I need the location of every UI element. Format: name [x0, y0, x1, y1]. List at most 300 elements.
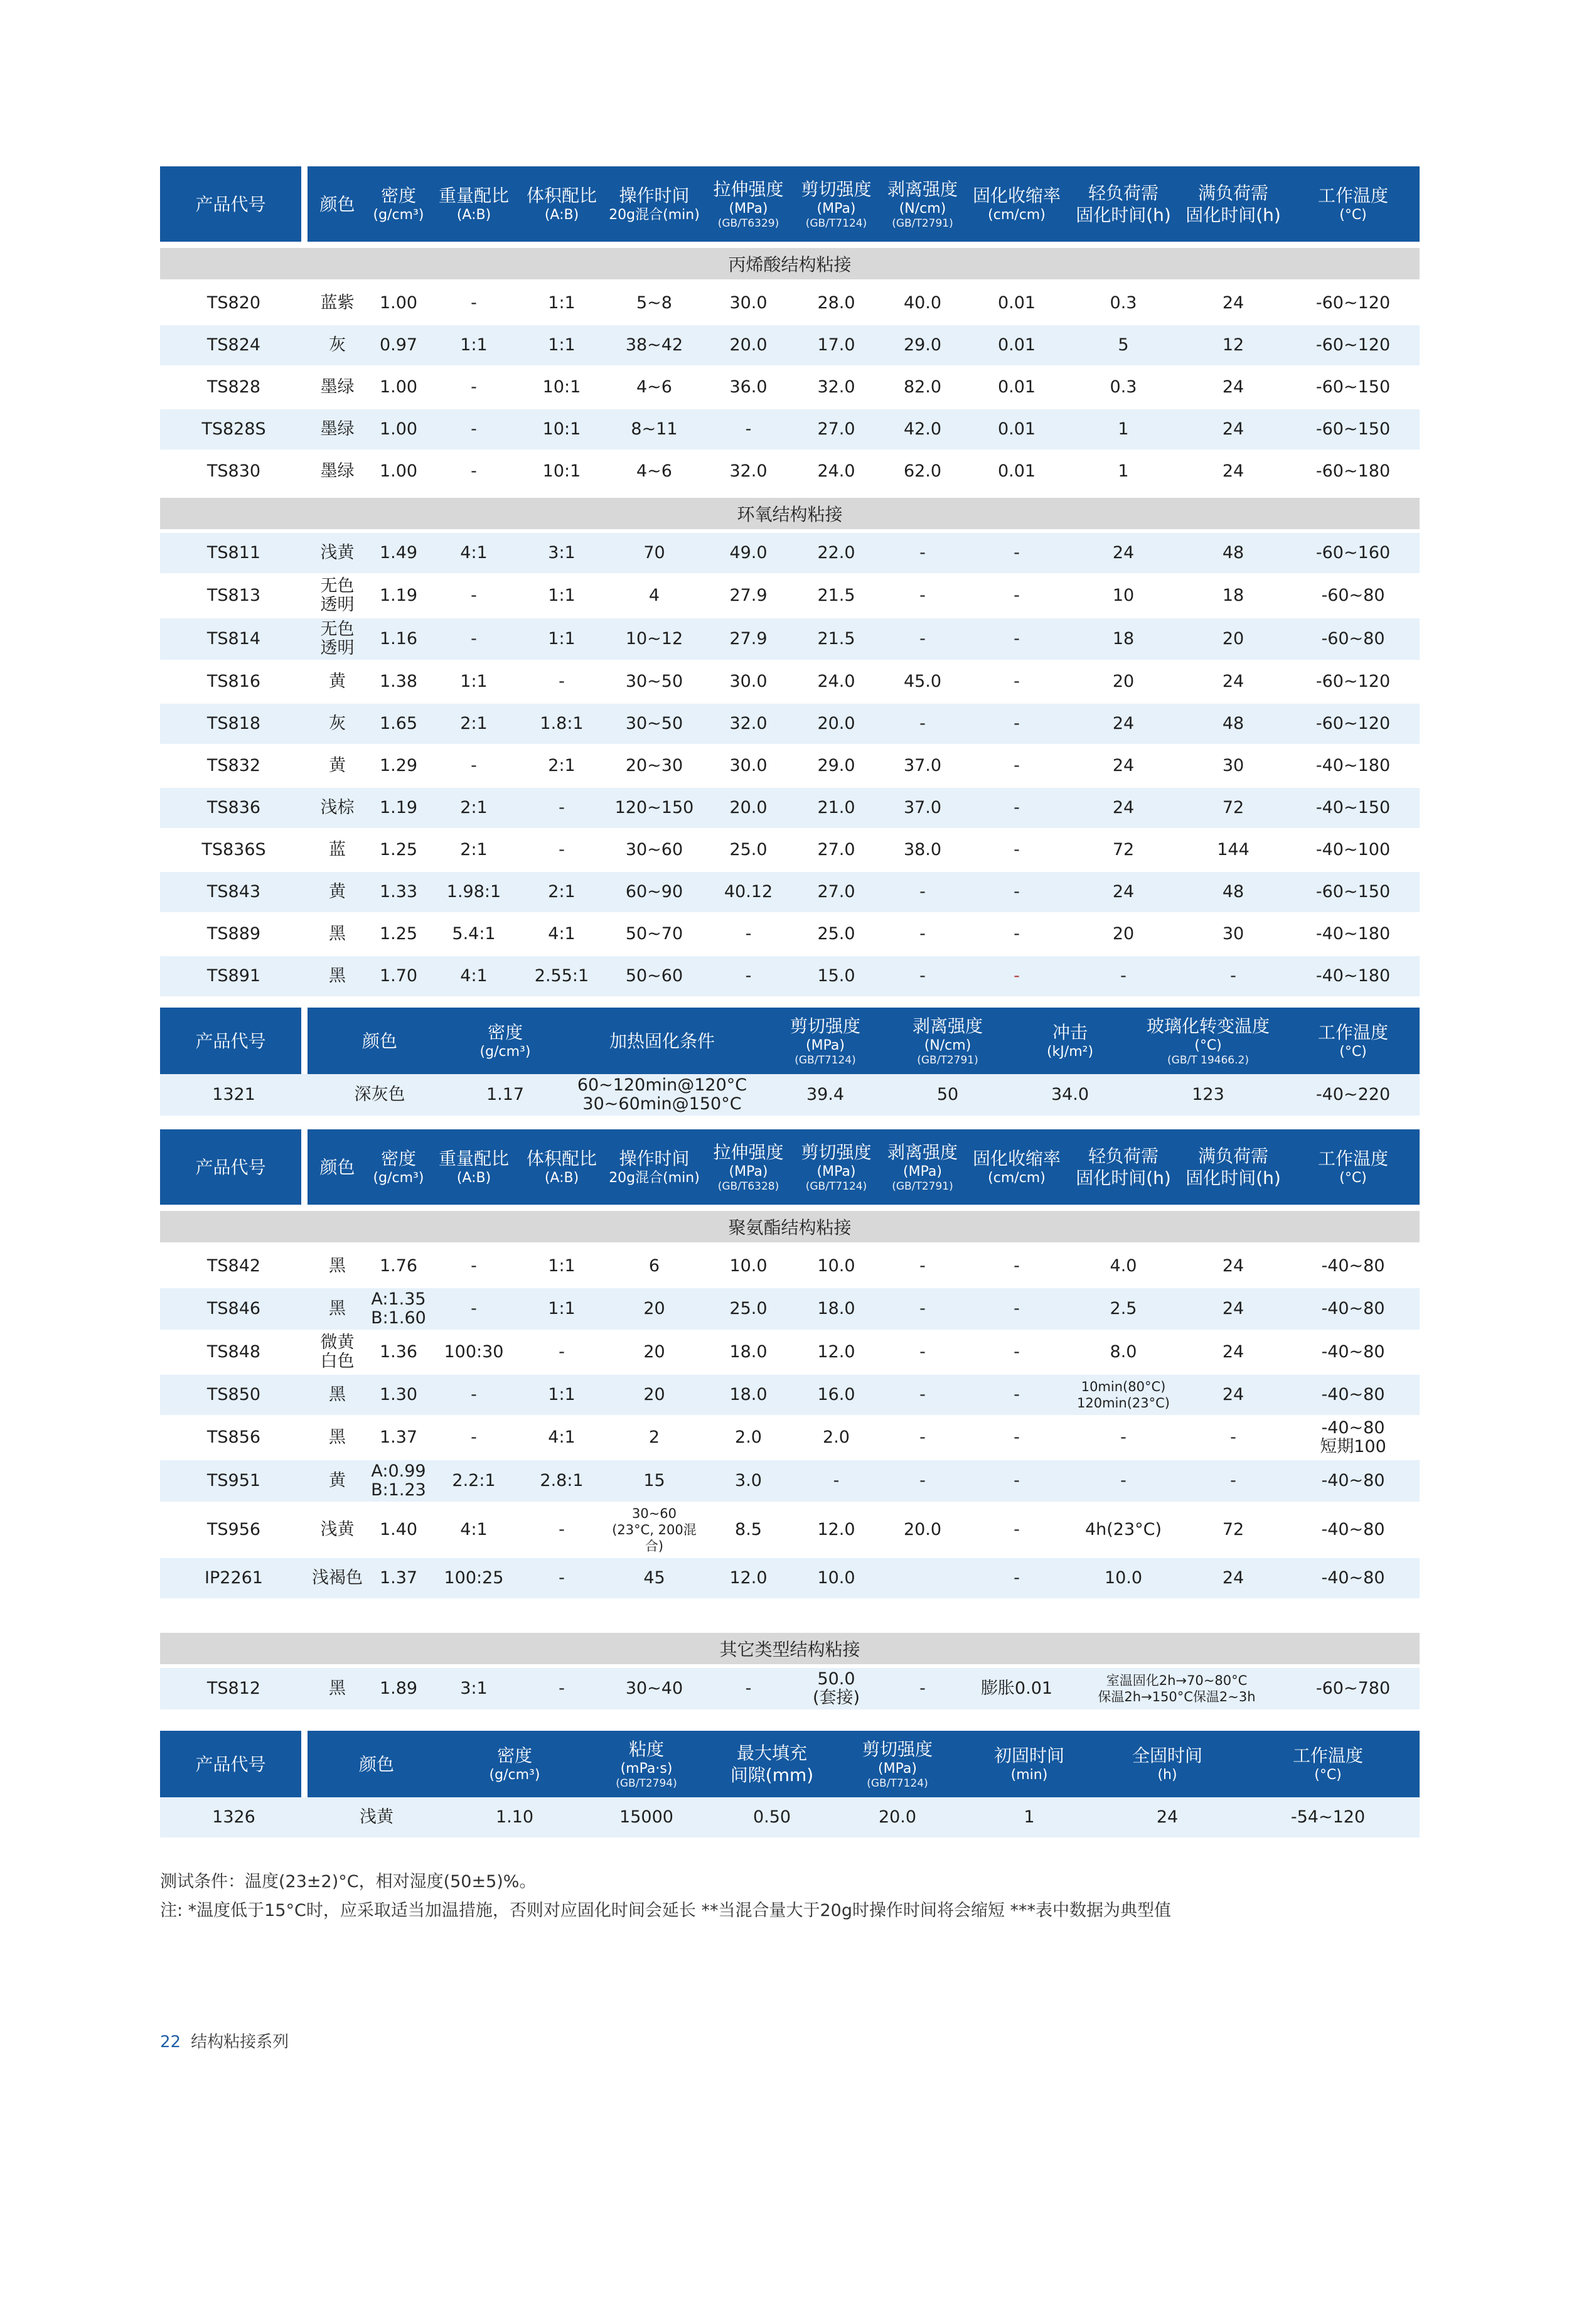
table-cell: 黄: [329, 756, 346, 775]
header-columns-block: [308, 166, 1420, 242]
table-cell: -: [919, 1299, 926, 1318]
table-cell: 48: [1222, 543, 1244, 562]
column-header: 拉伸强度 (MPa) (GB/T6328): [703, 1129, 794, 1205]
table-cell: 50.0 (套接): [812, 1669, 860, 1708]
table-cell: 30~50: [625, 672, 683, 691]
table-cell: 24: [1222, 419, 1244, 439]
table-cell: 黄: [329, 1471, 346, 1490]
table-cell: 1.65: [379, 714, 418, 733]
table-cell: 72: [1222, 1520, 1244, 1539]
column-header: 轻负荷需 固化时间(h): [1067, 1129, 1180, 1205]
table-cell: -60~120: [1315, 335, 1391, 355]
product-code-cell: TS850: [206, 1385, 261, 1404]
table-cell: 1:1: [548, 1256, 575, 1276]
table-row: [160, 1246, 1420, 1286]
table-cell: -: [1014, 714, 1020, 733]
table-cell: -: [1014, 1471, 1020, 1490]
table-cell: 黑: [329, 924, 346, 944]
table-header-row: [160, 1008, 1420, 1074]
column-header: 剥离强度 (MPa) (GB/T2791): [879, 1129, 966, 1205]
table-cell: 10:1: [542, 377, 581, 397]
polyurethane-adhesive-table: [160, 1129, 1420, 1709]
table-cell: -: [1014, 1342, 1020, 1362]
column-header: 颜色: [308, 166, 367, 242]
table-cell: -: [833, 1471, 840, 1490]
table-cell: -: [919, 882, 926, 901]
table-cell: -: [559, 672, 565, 691]
table-cell: 21.5: [817, 629, 855, 648]
table-cell: 24.0: [817, 672, 855, 691]
table-cell: -40~80: [1321, 1471, 1385, 1490]
table-row: [160, 746, 1420, 786]
column-header: 轻负荷需 固化时间(h): [1067, 166, 1180, 242]
table-cell: -: [919, 966, 926, 986]
table-cell: 1.70: [379, 966, 418, 986]
table-cell: 28.0: [817, 293, 855, 313]
table-cell: -: [1014, 1520, 1020, 1539]
heat-cure-adhesive-1321-table: [160, 1008, 1420, 1116]
table-cell: -: [1014, 924, 1020, 944]
table-row: [160, 788, 1420, 828]
product-code-cell: TS830: [206, 461, 261, 481]
table-cell: 3:1: [460, 1679, 488, 1698]
table-cell: 蓝紫: [320, 293, 355, 313]
header-gap: [301, 1731, 308, 1797]
datasheet-page: [160, 166, 1420, 2052]
table-header-row: [160, 1129, 1420, 1205]
table-cell: 10min(80°C) 120min(23°C): [1077, 1379, 1170, 1411]
product-code-cell: TS832: [206, 756, 261, 775]
table-cell: 10: [1112, 586, 1135, 605]
table-row: [160, 367, 1420, 407]
table-cell: 21.5: [817, 586, 855, 605]
header-gap: [301, 166, 308, 242]
column-header: 工作温度 (°C): [1287, 1008, 1420, 1074]
table-cell: 24: [1112, 543, 1135, 562]
table-cell: 1.98:1: [446, 882, 501, 901]
product-code-cell: TS889: [206, 924, 261, 944]
table-cell: 0.01: [997, 419, 1036, 439]
table-cell: 24: [1112, 798, 1135, 817]
table-cell: 1:1: [460, 335, 488, 355]
table-cell: 27.9: [729, 586, 768, 605]
column-header: 剪切强度 (MPa) (GB/T7124): [794, 166, 879, 242]
table-cell: -: [471, 756, 477, 775]
header-gap: [301, 1129, 308, 1205]
table-cell: 50: [936, 1085, 959, 1104]
table-row: [160, 618, 1420, 660]
table-cell: 15: [643, 1471, 665, 1490]
table-cell: 无色 透明: [320, 620, 355, 658]
table-cell: 黑: [329, 1428, 346, 1447]
table-row: [160, 409, 1420, 449]
table-cell: -: [919, 629, 926, 648]
table-row: [160, 283, 1420, 323]
table-cell: -: [1230, 1428, 1236, 1447]
product-code-cell: 1326: [212, 1807, 255, 1827]
table-cell: 2.2:1: [452, 1471, 496, 1490]
table-cell: 60~90: [625, 882, 683, 901]
table-cell: -40~80: [1321, 1299, 1385, 1318]
structural-adhesive-main-table: [160, 166, 1420, 996]
table-cell: 1: [1118, 461, 1129, 481]
table-cell: 无色 透明: [320, 576, 355, 615]
table-cell: 25.0: [729, 1299, 768, 1318]
table-cell: -40~80 短期100: [1320, 1418, 1386, 1456]
table-cell: -60~150: [1315, 882, 1391, 901]
table-cell: 浅棕: [320, 798, 355, 817]
table-cell: 29.0: [903, 335, 942, 355]
column-header: 固化收缩率 (cm/cm): [966, 1129, 1067, 1205]
table-cell: 2.5: [1110, 1299, 1137, 1318]
table-cell: -: [559, 798, 565, 817]
table-cell: -: [471, 1385, 477, 1404]
table-row: [160, 533, 1420, 573]
table-cell: 24: [1222, 1385, 1244, 1404]
table-cell: -54~120: [1290, 1807, 1366, 1827]
column-header: 满负荷需 固化时间(h): [1180, 166, 1287, 242]
table-cell: 100:25: [444, 1568, 504, 1588]
table-cell: 1:1: [460, 672, 488, 691]
table-cell: 灰: [329, 335, 346, 355]
table-cell: 12: [1222, 335, 1244, 355]
table-cell: -: [1120, 966, 1127, 986]
table-cell: 1.40: [379, 1520, 418, 1539]
table-cell: 0.3: [1110, 377, 1137, 397]
table-cell: 30: [1222, 756, 1244, 775]
table-cell: 32.0: [729, 714, 768, 733]
table-cell: 72: [1112, 840, 1135, 859]
table-cell: 10.0: [729, 1256, 768, 1276]
table-cell: 45: [643, 1568, 665, 1588]
table-cell: 30.0: [729, 293, 768, 313]
table-cell: 24: [1112, 714, 1135, 733]
table-cell: -: [1120, 1428, 1127, 1447]
header-gap: [301, 1008, 308, 1074]
table-cell: 1:1: [548, 1385, 575, 1404]
footnotes: [160, 1868, 1420, 1925]
table-cell: 18: [1222, 586, 1244, 605]
table-row: [160, 704, 1420, 744]
table-cell: 24: [1112, 882, 1135, 901]
table-cell: 8.5: [735, 1520, 762, 1539]
column-header: 颜色: [308, 1008, 452, 1074]
table-cell: 0.01: [997, 293, 1036, 313]
table-cell: 30~60 (23°C, 200混合): [612, 1506, 697, 1554]
table-row: [160, 914, 1420, 954]
table-cell: 30~60: [625, 840, 683, 859]
table-cell: 10.0: [817, 1568, 855, 1588]
table-cell: 15000: [619, 1807, 673, 1827]
column-header: 密度 (g/cm³): [367, 1129, 430, 1205]
table-row: [160, 1797, 1420, 1837]
table-cell: 1.29: [379, 756, 418, 775]
product-code-cell: TS951: [206, 1471, 261, 1490]
table-cell: -60~120: [1315, 293, 1391, 313]
table-cell: -60~780: [1315, 1679, 1391, 1698]
table-cell: 21.0: [817, 798, 855, 817]
table-cell: -: [1014, 1385, 1020, 1404]
product-code-cell: TS843: [206, 882, 261, 901]
section-band: 丙烯酸结构粘接: [160, 248, 1420, 279]
test-conditions-note: 测试条件：温度(23±2)°C，相对湿度(50±5)%。: [160, 1872, 537, 1891]
table-cell: -: [1230, 1471, 1236, 1490]
table-cell: 5.4:1: [452, 924, 496, 944]
column-header: 体积配比 (A:B): [518, 166, 606, 242]
table-cell: 27.0: [817, 882, 855, 901]
table-cell: -40~80: [1321, 1385, 1385, 1404]
table-cell: -60~80: [1321, 629, 1385, 648]
table-cell: 24: [1222, 461, 1244, 481]
column-header: 颜色: [308, 1129, 367, 1205]
product-code-cell: 1321: [212, 1085, 255, 1104]
table-cell: 1.36: [379, 1342, 418, 1362]
table-cell: 浅黄: [360, 1807, 393, 1827]
table-cell: 5~8: [636, 293, 672, 313]
table-cell: 24: [1222, 1342, 1244, 1362]
table-cell: 24: [1222, 672, 1244, 691]
table-cell: 24: [1112, 756, 1135, 775]
table-cell: 20: [1222, 629, 1244, 648]
section-band: 聚氨酯结构粘接: [160, 1211, 1420, 1242]
page-number: 22: [160, 2033, 181, 2052]
column-header: 满负荷需 固化时间(h): [1180, 1129, 1287, 1205]
table-cell: 1.30: [379, 1385, 418, 1404]
table-cell: 1.76: [379, 1256, 418, 1276]
table-cell: 12.0: [729, 1568, 768, 1588]
column-header: 工作温度 (°C): [1287, 166, 1420, 242]
page-footer: [160, 2029, 1420, 2052]
table-cell: 30.0: [729, 672, 768, 691]
table-cell: -40~220: [1315, 1085, 1391, 1104]
table-cell: 4:1: [460, 1520, 488, 1539]
table-cell: 100:30: [444, 1342, 504, 1362]
table-cell: 30: [1222, 924, 1244, 944]
table-cell: 27.9: [729, 629, 768, 648]
table-cell: 20~30: [625, 756, 683, 775]
table-cell: 24: [1222, 1568, 1244, 1588]
product-code-cell: TS848: [206, 1342, 261, 1362]
table-cell: 2.8:1: [540, 1471, 584, 1490]
table-cell: 82.0: [903, 377, 942, 397]
table-cell: -60~160: [1315, 543, 1391, 562]
table-cell: 0.50: [752, 1807, 791, 1827]
table-cell: 室温固化2h→70~80°C 保温2h→150°C保温2~3h: [1098, 1673, 1256, 1704]
remarks-note: 注: *温度低于15°C时，应采取适当加温措施，否则对应固化时间会延长 **当混合量大于20g时操作时间将会缩短 ***表中数据为典型值: [160, 1901, 1172, 1920]
column-header: 颜色: [308, 1731, 446, 1797]
product-code-cell: TS816: [206, 672, 261, 691]
column-header: 密度 (g/cm³): [452, 1008, 559, 1074]
table-cell: -: [1014, 840, 1020, 859]
table-cell: 30~40: [625, 1679, 683, 1698]
product-code-cell: TS956: [206, 1520, 261, 1539]
product-code-cell: TS836: [206, 798, 261, 817]
table-row: [160, 1504, 1420, 1556]
table-cell: -: [1014, 1428, 1020, 1447]
column-header: 操作时间 20g混合(min): [606, 166, 703, 242]
table-cell: 12.0: [817, 1342, 855, 1362]
column-header: 全固时间 (h): [1098, 1731, 1236, 1797]
table-cell: 4:1: [548, 924, 575, 944]
table-cell: 2:1: [460, 798, 488, 817]
table-cell: 24: [1222, 1299, 1244, 1318]
table-cell: 0.01: [997, 335, 1036, 355]
table-cell: -: [919, 1385, 926, 1404]
table-cell: 膨胀0.01: [980, 1679, 1053, 1698]
table-cell: 50~70: [625, 924, 683, 944]
table-cell: 30.0: [729, 756, 768, 775]
table-cell: -: [919, 924, 926, 944]
table-cell: 120~150: [614, 798, 694, 817]
table-cell: 1.19: [379, 586, 418, 605]
table-cell: 1.10: [495, 1807, 534, 1827]
table-cell: 36.0: [729, 377, 768, 397]
table-cell: -: [1014, 629, 1020, 648]
table-cell: 42.0: [903, 419, 942, 439]
table-cell: 34.0: [1051, 1085, 1089, 1104]
table-cell: 墨绿: [320, 461, 355, 481]
table-cell: -: [919, 1428, 926, 1447]
table-cell: 1.49: [379, 543, 418, 562]
table-cell: -: [1014, 672, 1020, 691]
table-cell: -: [919, 714, 926, 733]
table-cell: 45.0: [903, 672, 942, 691]
table-cell: 4~6: [636, 461, 672, 481]
table-cell: 25.0: [729, 840, 768, 859]
table-cell: 2: [648, 1428, 660, 1447]
table-row: [160, 1331, 1420, 1373]
table-cell: 1:1: [548, 1299, 575, 1318]
table-cell: 1.33: [379, 882, 418, 901]
table-cell: 32.0: [817, 377, 855, 397]
table-cell: 20: [643, 1342, 665, 1362]
table-row: [160, 1558, 1420, 1598]
table-cell: 1.38: [379, 672, 418, 691]
table-row: [160, 956, 1420, 996]
table-cell: 27.0: [817, 840, 855, 859]
table-cell: -: [559, 1342, 565, 1362]
header-columns-block: [308, 1129, 1420, 1205]
table-cell: 20.0: [729, 335, 768, 355]
table-cell: 20: [1112, 672, 1135, 691]
table-cell: 3.0: [735, 1471, 762, 1490]
table-cell: 2.55:1: [534, 966, 589, 986]
column-header: 剪切强度 (MPa) (GB/T7124): [794, 1129, 879, 1205]
table-cell: -40~180: [1315, 966, 1391, 986]
table-cell: -: [471, 1256, 477, 1276]
table-cell: -: [1014, 882, 1020, 901]
table-cell: -: [1230, 966, 1236, 986]
table-header-row: [160, 166, 1420, 242]
table-cell: 6: [648, 1256, 660, 1276]
table-row: [160, 1668, 1420, 1709]
column-header: 固化收缩率 (cm/cm): [966, 166, 1067, 242]
table-cell: 1:1: [548, 629, 575, 648]
table-cell: -40~180: [1315, 924, 1391, 944]
product-code-cell: TS813: [206, 586, 261, 605]
table-cell: 24.0: [817, 461, 855, 481]
table-row: [160, 1074, 1420, 1116]
table-cell: 黑: [329, 1679, 346, 1698]
table-row: [160, 1375, 1420, 1415]
table-cell: 0.01: [997, 461, 1036, 481]
table-cell: 3:1: [548, 543, 575, 562]
table-cell: 20.0: [817, 714, 855, 733]
product-code-header: 产品代号: [160, 166, 301, 242]
table-cell: A:0.99 B:1.23: [371, 1461, 426, 1500]
table-cell: -: [1014, 543, 1020, 562]
column-header: 工作温度 (°C): [1287, 1129, 1420, 1205]
table-cell: -40~80: [1321, 1520, 1385, 1539]
table-cell: 8~11: [631, 419, 678, 439]
table-cell: 20.0: [729, 798, 768, 817]
table-cell: 18: [1112, 629, 1135, 648]
table-cell: -: [559, 1520, 565, 1539]
product-code-cell: TS814: [206, 629, 261, 648]
table-cell: 4: [648, 586, 660, 605]
table-cell: -: [471, 1299, 477, 1318]
product-code-cell: TS891: [206, 966, 261, 986]
table-cell: 20: [1112, 924, 1135, 944]
table-cell: 1:1: [548, 335, 575, 355]
table-cell: 0.3: [1110, 293, 1137, 313]
series-title: 结构粘接系列: [191, 2033, 289, 2052]
table-cell: 浅黄: [320, 543, 355, 562]
table-cell: 2:1: [548, 756, 575, 775]
table-cell: 18.0: [729, 1385, 768, 1404]
column-header: 加热固化条件: [559, 1008, 766, 1074]
table-cell: 2:1: [548, 882, 575, 901]
column-header: 工作温度 (°C): [1236, 1731, 1420, 1797]
table-cell: 39.4: [806, 1085, 845, 1104]
table-cell: 微黄 白色: [320, 1333, 355, 1371]
product-code-cell: TS812: [206, 1679, 261, 1698]
table-cell: 12.0: [817, 1520, 855, 1539]
table-cell: 4~6: [636, 377, 672, 397]
table-cell: 1: [1118, 419, 1129, 439]
product-code-cell: TS828: [206, 377, 261, 397]
table-header-row: [160, 1731, 1420, 1797]
table-cell: -: [471, 293, 477, 313]
table-cell: 1.00: [379, 419, 418, 439]
table-cell: 黄: [329, 882, 346, 901]
table-cell: 18.0: [817, 1299, 855, 1318]
table-cell: 24: [1222, 377, 1244, 397]
table-row: [160, 662, 1420, 702]
column-header: 剪切强度 (MPa) (GB/T7124): [835, 1731, 960, 1797]
table-cell: [879, 1558, 966, 1598]
table-cell: -: [919, 1256, 926, 1276]
table-cell: 70: [643, 543, 665, 562]
table-cell: -60~150: [1315, 377, 1391, 397]
column-header: 粘度 (mPa·s) (GB/T2794): [584, 1731, 709, 1797]
table-cell: -: [919, 1679, 926, 1698]
product-code-cell: TS828S: [201, 419, 266, 439]
table-cell: 37.0: [903, 756, 942, 775]
table-cell: 20: [643, 1299, 665, 1318]
table-cell: -: [1014, 756, 1020, 775]
table-cell: 40.12: [724, 882, 773, 901]
table-row: [160, 1288, 1420, 1330]
table-cell: -: [471, 1428, 477, 1447]
table-cell: 123: [1192, 1085, 1224, 1104]
table-cell: 5: [1118, 335, 1129, 355]
table-cell: 黑: [329, 1299, 346, 1318]
table-cell: 15.0: [817, 966, 855, 986]
table-row: [160, 325, 1420, 365]
table-cell: 1.8:1: [540, 714, 584, 733]
table-cell: 浅褐色: [312, 1568, 363, 1588]
